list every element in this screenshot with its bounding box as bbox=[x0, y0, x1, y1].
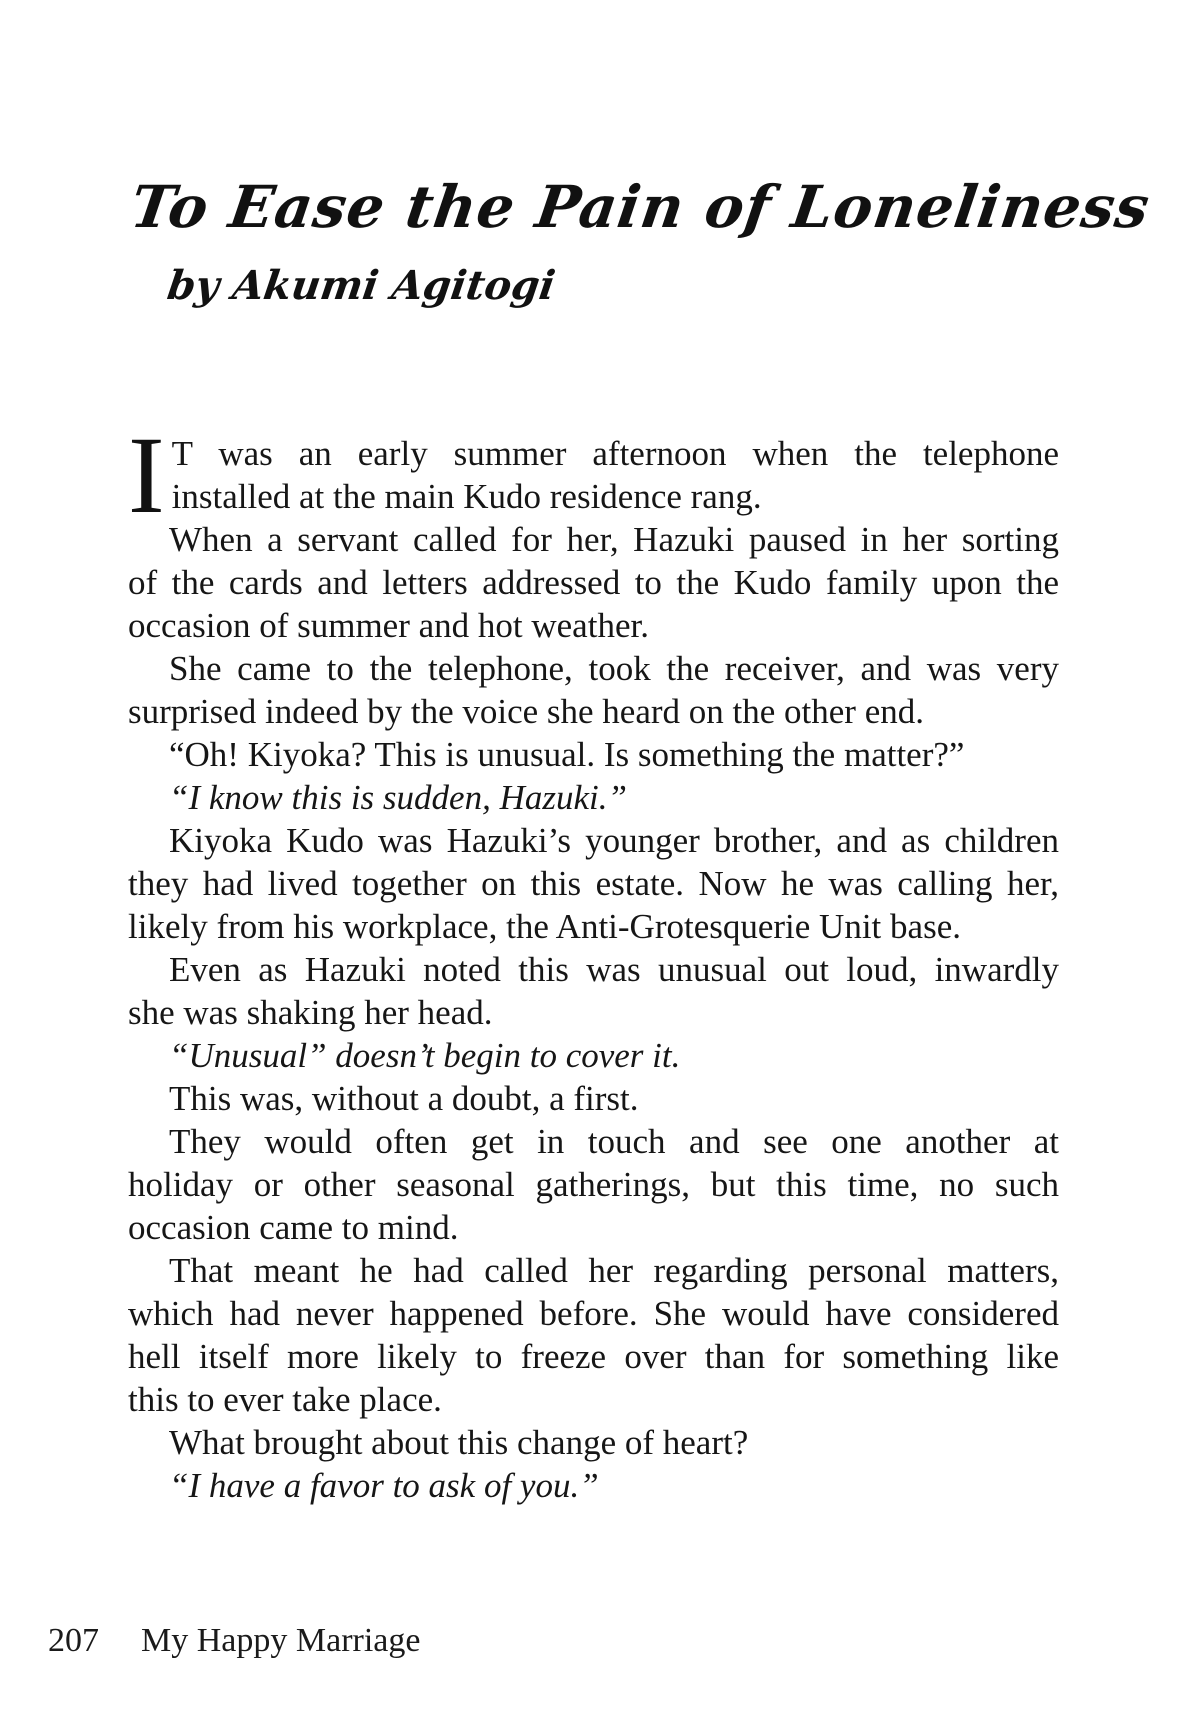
body-text bbox=[128, 414, 1059, 1507]
text-line: this to ever take place. bbox=[128, 1380, 442, 1419]
text-line: “Oh! Kiyoka? This is unusual. Is something the matter?” bbox=[169, 735, 965, 774]
paragraph bbox=[128, 1421, 1059, 1464]
text-line: This was, without a doubt, a first. bbox=[169, 1079, 639, 1118]
page-footer bbox=[48, 1620, 420, 1662]
text-line: occasion came to mind. bbox=[128, 1208, 459, 1247]
chapter-header bbox=[126, 168, 1155, 312]
paragraph bbox=[128, 518, 1059, 647]
text-line: “I have a favor to ask of you.” bbox=[169, 1466, 599, 1505]
text-line: She came to the telephone, took the receiver, and was very bbox=[169, 649, 1059, 688]
text-line: surprised indeed by the voice she heard on the other end. bbox=[128, 692, 924, 731]
text-line: That meant he had called her regarding personal matters, bbox=[169, 1251, 1059, 1290]
paragraph bbox=[128, 414, 1059, 536]
text-line: they had lived together on this estate. Now he was calling her, bbox=[128, 864, 1059, 903]
book-title: My Happy Marriage bbox=[141, 1622, 421, 1659]
text-line: holiday or other seasonal gatherings, but this time, no such bbox=[128, 1165, 1059, 1204]
paragraph bbox=[128, 776, 1059, 819]
paragraph bbox=[128, 819, 1059, 948]
paragraph bbox=[128, 1034, 1059, 1077]
text-line: of the cards and letters addressed to the Kudo family upon the bbox=[128, 563, 1059, 602]
chapter-title: To Ease the Pain of Loneliness bbox=[126, 173, 1155, 241]
text-line: occasion of summer and hot weather. bbox=[128, 606, 649, 645]
text-line: installed at the main Kudo residence rang. bbox=[171, 477, 762, 516]
paragraph bbox=[128, 1120, 1059, 1249]
paragraph bbox=[128, 1077, 1059, 1120]
text-line: likely from his workplace, the Anti-Grotesquerie Unit base. bbox=[128, 907, 961, 946]
text-line: What brought about this change of heart? bbox=[169, 1423, 749, 1462]
text-line: “Unusual” doesn’t begin to cover it. bbox=[169, 1036, 681, 1075]
paragraph bbox=[128, 1464, 1059, 1507]
text-line: When a servant called for her, Hazuki paused in her sorting bbox=[169, 520, 1059, 559]
text-line: Kiyoka Kudo was Hazuki’s younger brother, and as children bbox=[169, 821, 1059, 860]
text-line: “I know this is sudden, Hazuki.” bbox=[169, 778, 627, 817]
author-byline: by Akumi Agitogi bbox=[164, 262, 558, 309]
text-line: T was an early summer afternoon when the telephone bbox=[171, 434, 1059, 473]
text-line: which had never happened before. She would have considered bbox=[128, 1294, 1059, 1333]
text-line: hell itself more likely to freeze over than for something like bbox=[128, 1337, 1059, 1376]
text-line: They would often get in touch and see one another at bbox=[169, 1122, 1059, 1161]
paragraph bbox=[128, 647, 1059, 733]
paragraph bbox=[128, 733, 1059, 776]
text-line: Even as Hazuki noted this was unusual out loud, inwardly bbox=[169, 950, 1059, 989]
text-line: she was shaking her head. bbox=[128, 993, 493, 1032]
drop-cap: I bbox=[128, 414, 165, 536]
paragraph bbox=[128, 1249, 1059, 1421]
page-number: 207 bbox=[48, 1622, 99, 1659]
paragraph bbox=[128, 948, 1059, 1034]
